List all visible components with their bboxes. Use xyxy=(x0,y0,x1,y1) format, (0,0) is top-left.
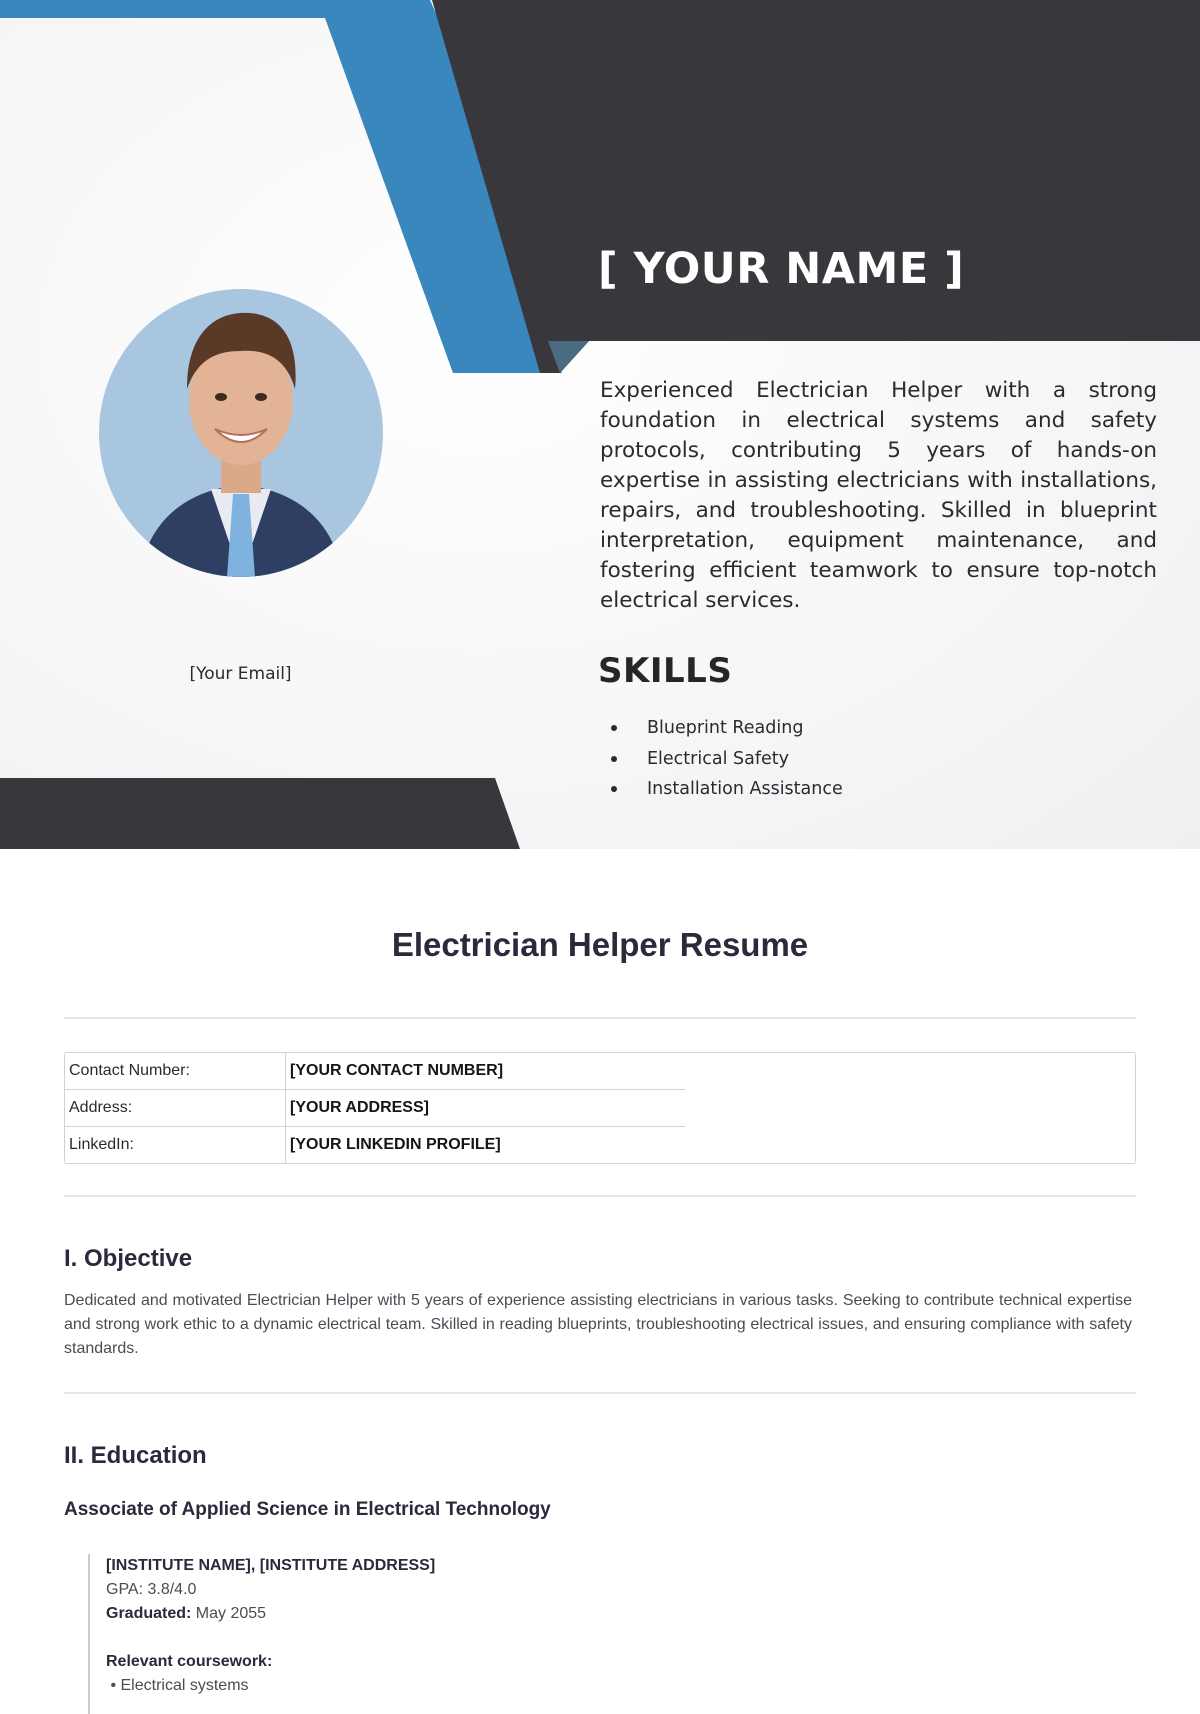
bullet-icon xyxy=(611,725,617,731)
divider xyxy=(64,1195,1136,1197)
email-placeholder: [Your Email] xyxy=(189,664,292,684)
contact-label: Address: xyxy=(65,1090,286,1127)
contact-label: LinkedIn: xyxy=(65,1127,286,1164)
skill-label: Installation Assistance xyxy=(647,779,843,799)
education-details xyxy=(88,1554,806,1714)
coursework-item: • Electrical systems xyxy=(106,1677,249,1694)
coursework-label-text: Electrical systems xyxy=(120,1677,249,1694)
accent-strip-top xyxy=(0,0,438,18)
gpa: GPA: 3.8/4.0 xyxy=(106,1581,197,1598)
contact-table-grid xyxy=(65,1053,685,1163)
bullet-icon xyxy=(611,756,617,762)
graduated-label: Graduated: xyxy=(106,1605,192,1622)
institute-name: [INSTITUTE NAME], [INSTITUTE ADDRESS] xyxy=(106,1557,436,1574)
skill-item xyxy=(608,774,843,805)
skill-label: Blueprint Reading xyxy=(647,718,804,738)
dark-header-panel xyxy=(432,0,1200,373)
coursework-label: Relevant coursework: xyxy=(106,1653,273,1670)
table-row xyxy=(65,1127,685,1164)
avatar-illustration xyxy=(99,289,383,577)
contact-table xyxy=(64,1052,1136,1164)
divider xyxy=(64,1017,1136,1019)
profile-photo xyxy=(99,289,383,577)
contact-value: [YOUR CONTACT NUMBER] xyxy=(286,1053,686,1090)
dark-footer-panel xyxy=(0,778,520,849)
contact-value: [YOUR ADDRESS] xyxy=(286,1090,686,1127)
education-heading: II. Education xyxy=(64,1442,207,1469)
divider xyxy=(64,1392,1136,1394)
contact-label: Contact Number: xyxy=(65,1053,286,1090)
graduated-value: May 2055 xyxy=(195,1605,267,1622)
objective-heading: I. Objective xyxy=(64,1245,193,1272)
candidate-name: [ YOUR NAME ] xyxy=(598,244,965,294)
skills-heading: SKILLS xyxy=(598,651,733,691)
skill-item xyxy=(608,744,843,775)
objective-text: Dedicated and motivated Electrician Helper with 5 years of experience assisting electricians in various tasks. Seeking to contribute technical expertise and strong work ethic to a dynamic electrical team. Skilled in reading blueprints, troubleshooting electrical issues, and ensuring compliance with safety standards. xyxy=(64,1292,1132,1357)
bullet-icon xyxy=(611,786,617,792)
degree-title: Associate of Applied Science in Electrical Technology xyxy=(64,1499,551,1520)
document-title: Electrician Helper Resume xyxy=(391,926,809,963)
skill-item xyxy=(608,713,843,744)
table-row xyxy=(65,1053,685,1090)
skill-label: Electrical Safety xyxy=(647,748,789,769)
profile-summary: Experienced Electrician Helper with a strong foundation in electrical systems and safety protocols, contributing 5 years of hands-on expertise in assisting electricians with installations, repairs, and troubleshooting. Skilled in blueprint interpretation, equipment maintenance, and fostering efficient teamwork to ensure top-notch electrical services. xyxy=(600,378,1157,613)
skills-list xyxy=(608,713,843,805)
contact-value: [YOUR LINKEDIN PROFILE] xyxy=(290,1136,501,1153)
table-row xyxy=(65,1090,685,1127)
header-banner xyxy=(0,0,1200,849)
